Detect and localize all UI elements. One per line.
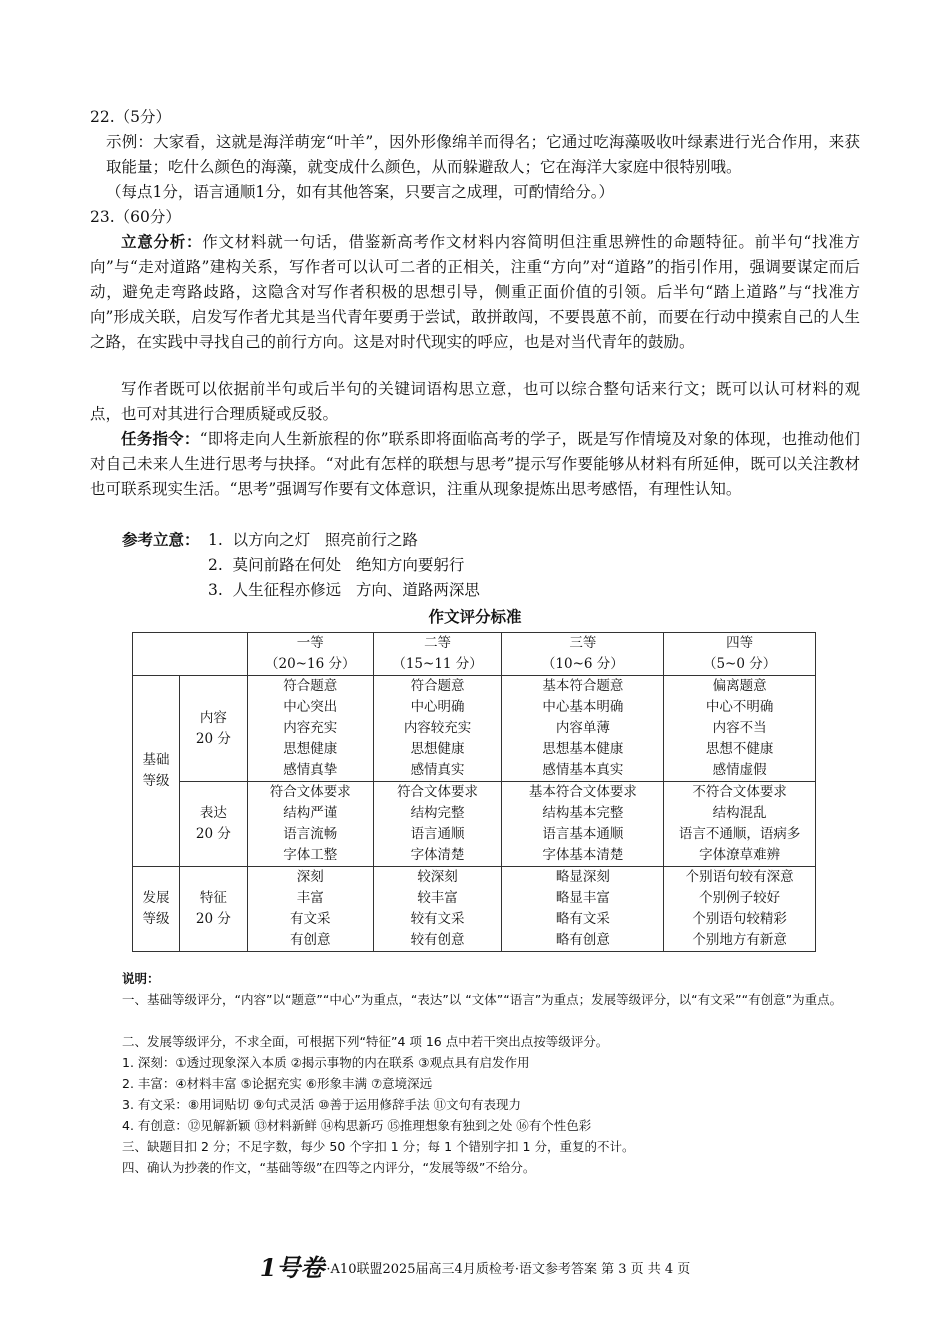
expression-grade-4: 不符合文体要求 结构混乱 语言不通顺，语病多 字体潦草难辨	[664, 782, 816, 867]
content-grade-1: 符合题意 中心突出 内容充实 思想健康 感情真挚	[247, 676, 373, 782]
ref-item-2: 2. 莫问前路在何处 绝知方向要躬行	[208, 556, 465, 574]
ref-item-1: 1. 以方向之灯 照亮前行之路	[208, 531, 418, 549]
grade-header-row	[133, 633, 816, 676]
table-row-expression	[133, 782, 816, 867]
q23-analysis2: 写作者既可以依据前半句或后半句的关键词语构思立意，也可以综合整句话来行文；既可以认可材料的观点，也可对其进行合理质疑或反驳。	[90, 380, 860, 423]
note-line-7: 三、缺题目扣 2 分；不足字数，每少 50 个字扣 1 分；每 1 个错别字扣 1 分，重复的不计。	[122, 1139, 635, 1154]
corner-cell	[133, 633, 248, 676]
features-grade-3: 略显深刻 略显丰富 略有文采 略有创意	[502, 867, 664, 952]
task-text: “即将走向人生新旅程的你”联系即将面临高考的学子，既是写作情境及对象的体现，也推动他们对自己未来人生进行思考与抉择。“对此有怎样的联想与思考”提示写作要能够从材料有所延伸，既可以关注教材也可联系现实生活。“思考”强调写作要有文体意识，注重从现象提炼出思考感悟，有理性认知。	[90, 430, 860, 498]
note-line-5: 3. 有文采：⑧用词贴切 ⑨句式灵活 ⑩善于运用修辞手法 ⑪文句有表现力	[122, 1097, 521, 1112]
grade-3-header: 三等 （10~6 分）	[502, 633, 664, 676]
basic-level-label: 基础等级	[133, 676, 180, 867]
features-grade-1: 深刻 丰富 有文采 有创意	[247, 867, 373, 952]
content-grade-2: 符合题意 中心明确 内容较充实 思想健康 感情真实	[373, 676, 502, 782]
q22-heading: 22.（5分）	[90, 108, 172, 126]
brand-logo: 1号卷	[259, 1253, 325, 1282]
note-line-8: 四、确认为抄袭的作文，“基础等级”在四等之内评分，“发展等级”不给分。	[122, 1160, 536, 1175]
expression-grade-3: 基本符合文体要求 结构基本完整 语言基本通顺 字体基本清楚	[502, 782, 664, 867]
q23-heading: 23.（60分）	[90, 208, 181, 226]
grade-4-header: 四等 （5~0 分）	[664, 633, 816, 676]
development-level-label: 发展等级	[133, 867, 180, 952]
note-line-1: 一、基础等级评分，“内容”以“题意”“中心”为重点，“表达”以 “文体”“语言”为重点；发展等级评分，以“有文采”“有创意”为重点。	[122, 992, 843, 1007]
q22-scoring: （每点1分，语言通顺1分，如有其他答案，只要言之成理，可酌情给分。）	[106, 183, 614, 201]
ref-item-3: 3. 人生征程亦修远 方向、道路两深思	[208, 581, 480, 599]
features-grade-4: 个别语句较有深意 个别例子较好 个别语句较精彩 个别地方有新意	[664, 867, 816, 952]
table-row-content	[133, 676, 816, 782]
task-label: 任务指令：	[121, 430, 200, 448]
grade-1-header: 一等 （20~16 分）	[247, 633, 373, 676]
expression-grade-1: 符合文体要求 结构严谨 语言流畅 字体工整	[247, 782, 373, 867]
page-footer	[0, 1248, 950, 1283]
expression-label: 表达 20 分	[179, 782, 247, 867]
q23-analysis	[90, 230, 860, 355]
grading-table	[132, 632, 816, 952]
analysis-text: 作文材料就一句话，借鉴新高考作文材料内容简明但注重思辨性的命题特征。前半句“找准方向”与“走对道路”建构关系，写作者可以认可二者的正相关，注重“方向”对“道路”的指引作用，强调要谋定而后动，避免走弯路歧路，这隐含对写作者积极的思想引导，侧重正面价值的引领。后半句“踏上道路”与“找准方向”形成关联，启发写作者尤其是当代青年要勇于尝试，敢拼敢闯，不要畏葸不前，而要在行动中摸索自己的人生之路，在实践中寻找自己的前行方向。这是对时代现实的呼应，也是对当代青年的鼓励。	[90, 233, 860, 351]
note-line-3: 1. 深刻：①透过现象深入本质 ②揭示事物的内在联系 ③观点具有启发作用	[122, 1055, 530, 1070]
content-grade-3: 基本符合题意 中心基本明确 内容单薄 思想基本健康 感情基本真实	[502, 676, 664, 782]
content-grade-4: 偏离题意 中心不明确 内容不当 思想不健康 感情虚假	[664, 676, 816, 782]
footer-text: ·A10联盟2025届高三4月质检考·语文参考答案 第 3 页 共 4 页	[326, 1262, 691, 1277]
q22-example: 示例：大家看，这就是海洋萌宠“叶羊”，因外形像绵羊而得名；它通过吃海藻吸收叶绿素进行光合作用，来获取能量；吃什么颜色的海藻，就变成什么颜色，从而躲避敌人；它在海洋大家庭中很特别哦。	[106, 133, 860, 176]
expression-grade-2: 符合文体要求 结构完整 语言通顺 字体清楚	[373, 782, 502, 867]
q23-task	[90, 427, 860, 502]
content-label: 内容 20 分	[179, 676, 247, 782]
features-grade-2: 较深刻 较丰富 较有文采 较有创意	[373, 867, 502, 952]
grade-2-header: 二等 （15~11 分）	[373, 633, 502, 676]
table-row-features	[133, 867, 816, 952]
features-label: 特征 20 分	[179, 867, 247, 952]
note-line-6: 4. 有创意：⑫见解新颖 ⑬材料新鲜 ⑭构思新巧 ⑮推理想象有独到之处 ⑯有个性色彩	[122, 1118, 592, 1133]
note-line-4: 2. 丰富：④材料丰富 ⑤论据充实 ⑥形象丰满 ⑦意境深远	[122, 1076, 433, 1091]
analysis-label: 立意分析：	[121, 233, 203, 251]
note-line-2: 二、发展等级评分，不求全面，可根据下列“特征”4 项 16 点中若干突出点按等级评分。	[122, 1034, 609, 1049]
table-title: 作文评分标准	[428, 608, 522, 626]
ref-label: 参考立意：	[122, 531, 200, 549]
notes-title: 说明：	[122, 971, 160, 986]
